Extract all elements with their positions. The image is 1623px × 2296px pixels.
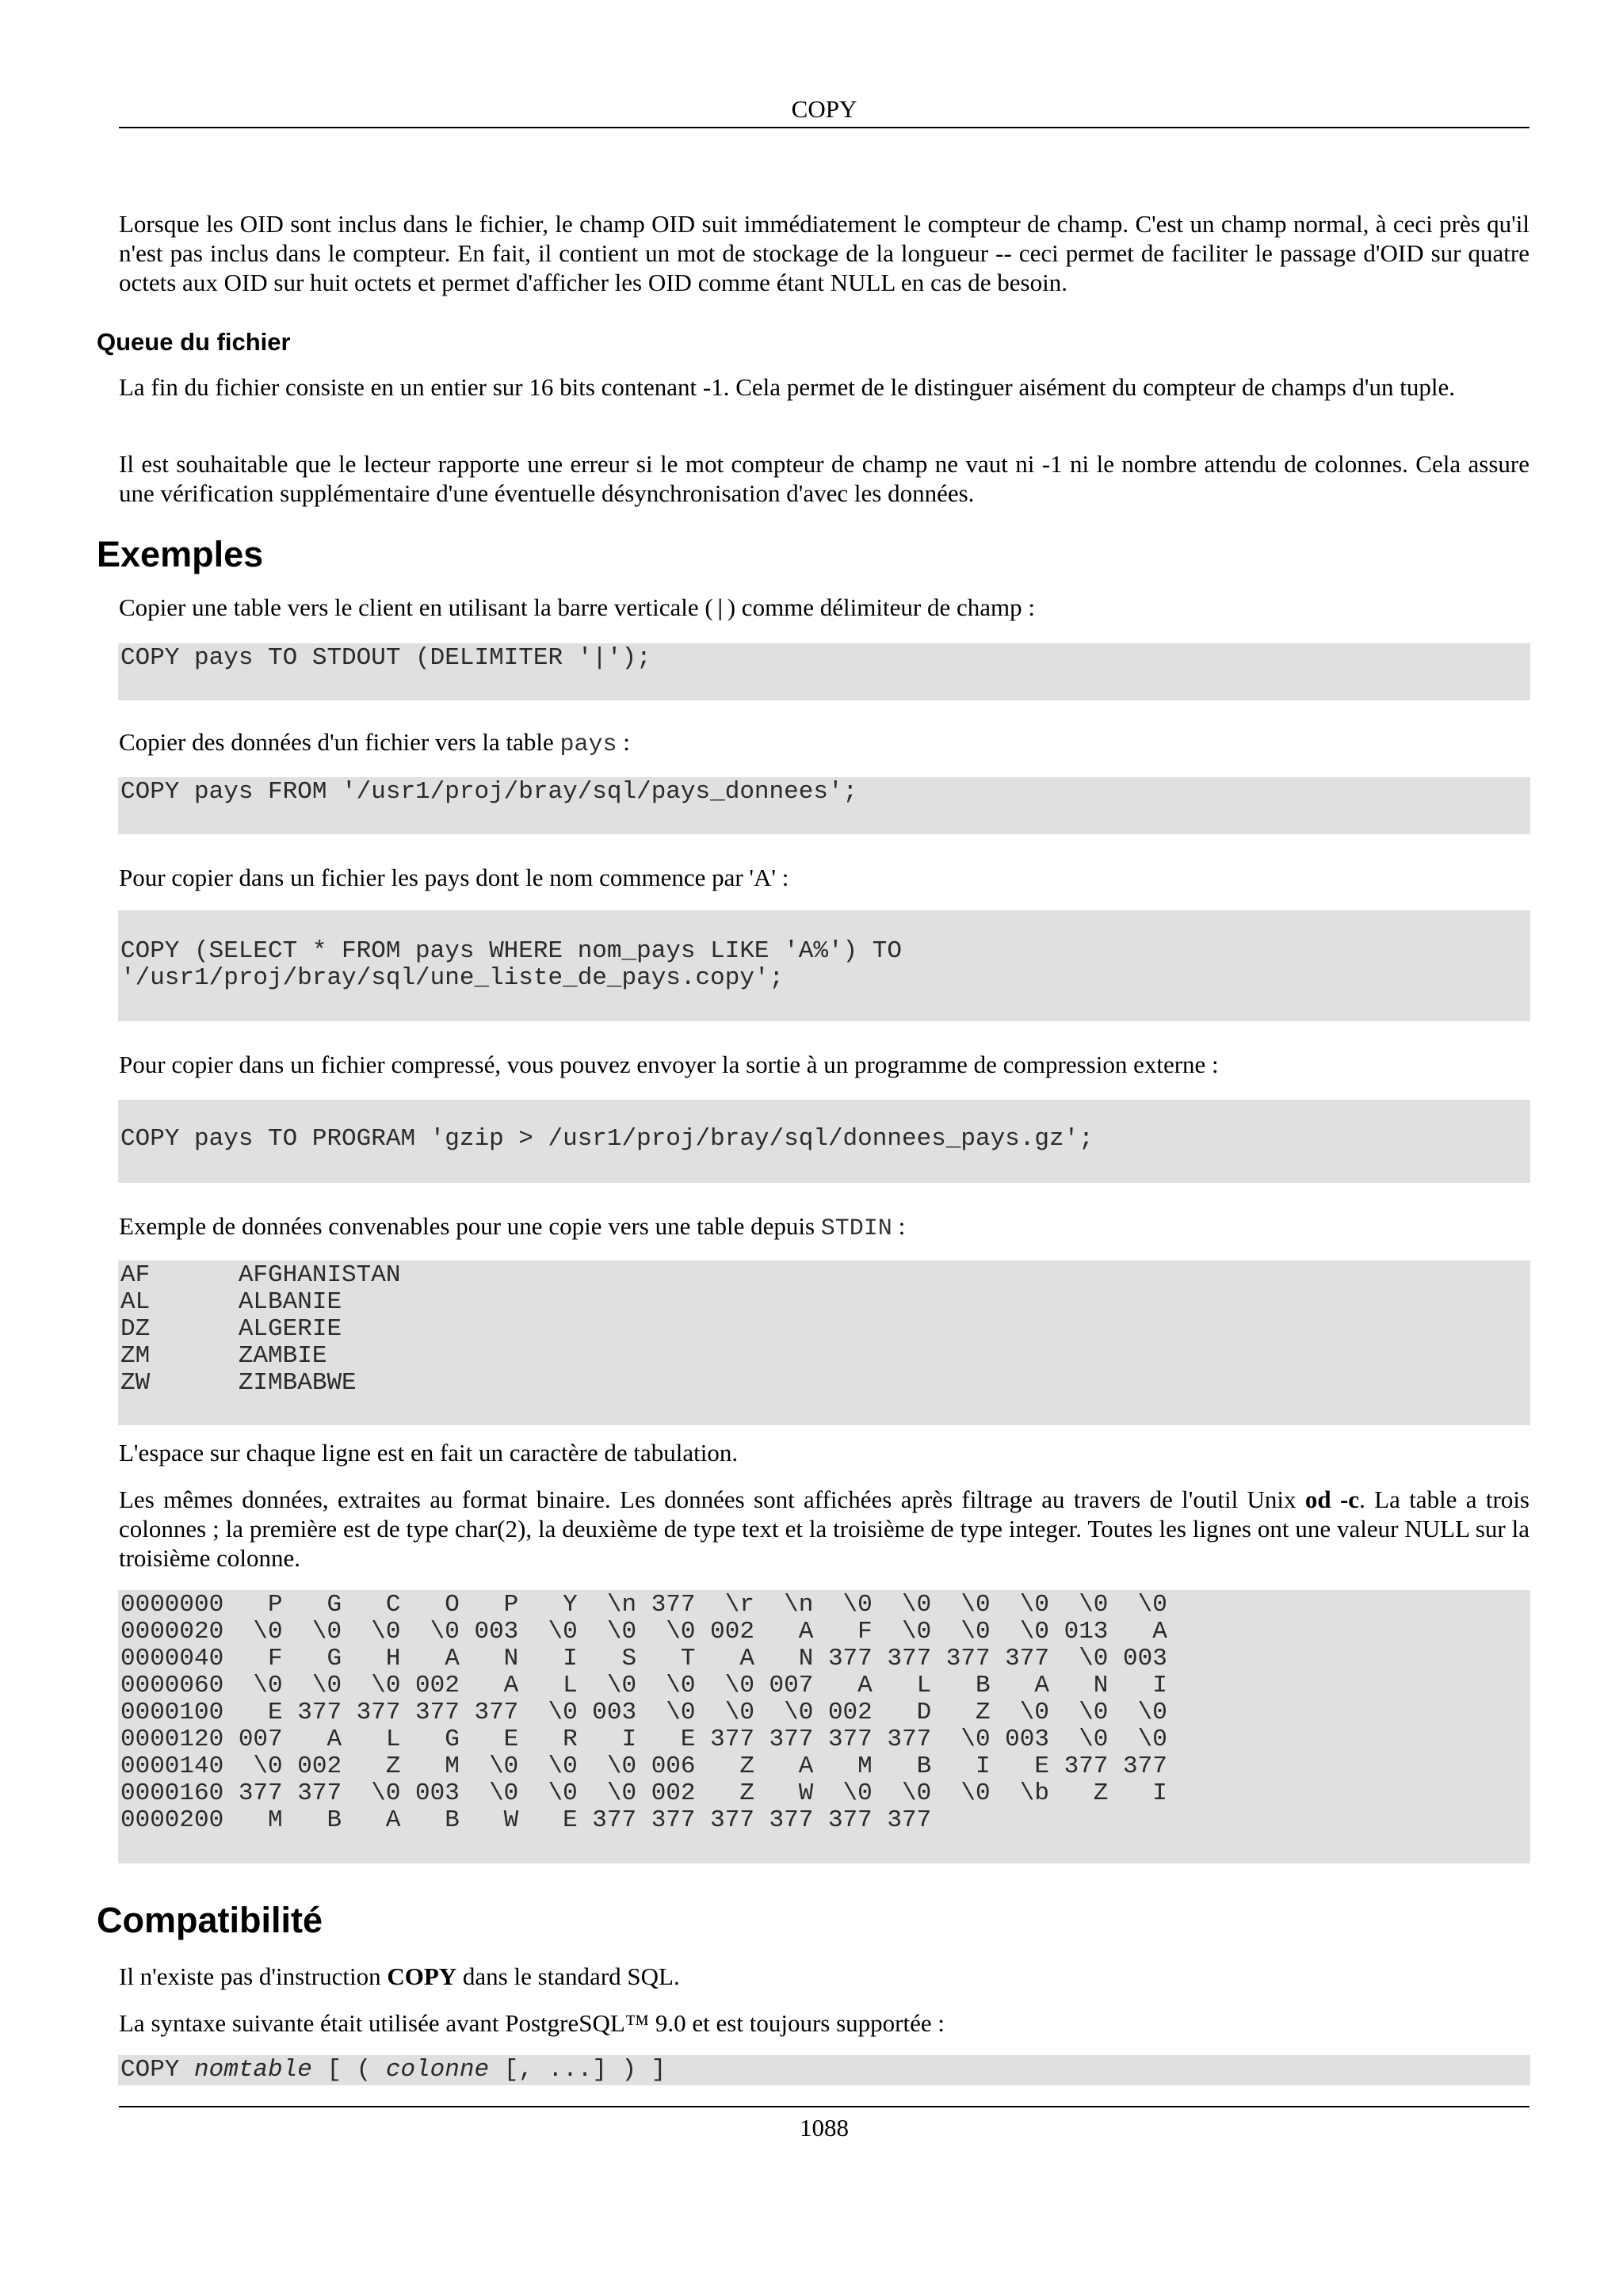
tab-note: L'espace sur chaque ligne est en fait un caractère de tabulation.	[119, 1439, 739, 1466]
example-2-text	[119, 727, 1529, 760]
example-2-code-box	[118, 777, 1530, 834]
example-1-text-after: ) comme délimiteur de champ :	[727, 593, 1035, 621]
footer-rule	[119, 2106, 1529, 2107]
compat-code-box	[118, 2055, 1530, 2085]
binary-dump-code: 0000000 P G C O P Y \n 377 \r \n \0 \0 \0 \0 \0 \0 0000020 \0 \0 \0 \0 003 \0 \0 \0 002 A F \0 \0 \0 013 A 0000040 F G H A N I S T A N 377 377 377 377 \0 003 0000060 \0 \0 \0 002 A L \0 \0 \0 007 A L B A N I 0000100 E 377 377 377 377 \0 003 \0 \0 \0 002 D Z \0 \0 \0 0000120 007 A L G E R I E 377 377 377 377 \0 003 \0 \0 0000140 \0 002 Z M \0 \0 \0 006 Z A M B I E 377 377 0000160 377 377 \0 003 \0 \0 \0 002 Z W \0 \0 \0 \b Z I 0000200 M B A B W E 377 377 377 377 377 377	[120, 1591, 1167, 1834]
binary-text-after: . La table a trois colonnes ; la première est de type char(2), la deuxième de type text et la troisième de type integer. Toutes les lignes ont une valeur NULL sur la troisième colonne.	[119, 1486, 1529, 1572]
example-4-code: COPY pays TO PROGRAM 'gzip > /usr1/proj/bray/sql/donnees_pays.gz';	[120, 1125, 1094, 1153]
trailer-paragraph-1: La fin du fichier consiste en un entier sur 16 bits contenant -1. Cela permet de le distinguer aisément du compteur de champs d'un tuple.	[119, 373, 1455, 401]
example-3-code-box	[118, 910, 1530, 1021]
example-5-text	[119, 1211, 1529, 1244]
example-5-code: AF AFGHANISTAN AL ALBANIE DZ ALGERIE ZM ZAMBIE ZW ZIMBABWE	[120, 1261, 401, 1397]
compat-p1-before: Il n'existe pas d'instruction	[119, 1962, 388, 1990]
stdin-inline: STDIN	[820, 1215, 892, 1242]
example-5-text-after: :	[892, 1212, 906, 1240]
binary-paragraph	[119, 1485, 1529, 1573]
example-2-text-after: :	[617, 728, 630, 756]
example-2-text-before: Copier des données d'un fichier vers la table	[119, 728, 560, 756]
example-1-text-before: Copier une table vers le client en utilisant la barre verticale (	[119, 593, 713, 621]
trailer-paragraph-2: Il est souhaitable que le lecteur rapporte une erreur si le mot compteur de champ ne vaut ni -1 ni le nombre attendu de colonnes. Cela assure une vérification supplémentaire d'une éventuelle désynchronisation d'avec les données.	[119, 450, 1529, 507]
pipe-delimiter-inline: |	[712, 597, 727, 624]
compat-syntax-code	[120, 2057, 666, 2084]
example-1-code-box	[118, 643, 1530, 700]
syntax-colonne: colonne	[385, 2056, 490, 2084]
example-5-code-box	[118, 1261, 1530, 1425]
header-rule	[119, 127, 1529, 128]
compat-p1-after: dans le standard SQL.	[456, 1962, 680, 1990]
syntax-end: [, ...] ) ]	[489, 2056, 666, 2084]
oid-paragraph: Lorsque les OID sont inclus dans le fichier, le champ OID suit immédiatement le compteur de champ. C'est un champ normal, à ceci près qu'il n'est pas inclus dans le compteur. En fait, il contient un mot de stockage de la longueur -- ceci permet de faciliter le passage d'OID sur quatre octets aux OID sur huit octets et permet d'afficher les OID comme étant NULL en cas de besoin.	[119, 210, 1529, 296]
copy-keyword: COPY	[387, 1962, 457, 1990]
example-1-code: COPY pays TO STDOUT (DELIMITER '|');	[120, 644, 651, 672]
syntax-copy: COPY	[120, 2056, 195, 2084]
syntax-mid: [ (	[311, 2056, 386, 2084]
example-1-text	[119, 593, 1529, 625]
trailer-heading: Queue du fichier	[97, 328, 291, 356]
pays-inline: pays	[559, 731, 617, 758]
example-3-text: Pour copier dans un fichier les pays dont le nom commence par 'A' :	[119, 864, 789, 891]
page-number: 1088	[800, 2114, 849, 2142]
example-4-code-box	[118, 1100, 1530, 1183]
example-3-code: COPY (SELECT * FROM pays WHERE nom_pays LIKE 'A%') TO '/usr1/proj/bray/sql/une_liste_de_pays.copy';	[120, 937, 902, 992]
compat-paragraph-2: La syntaxe suivante était utilisée avant PostgreSQL™ 9.0 et est toujours supportée :	[119, 2009, 945, 2037]
binary-dump-box	[118, 1590, 1530, 1863]
od-command: od -c	[1304, 1486, 1360, 1513]
compat-paragraph-1	[119, 1962, 1529, 1991]
examples-heading: Exemples	[97, 534, 264, 574]
example-4-text: Pour copier dans un fichier compressé, vous pouvez envoyer la sortie à un programme de compression externe :	[119, 1051, 1219, 1078]
compat-heading: Compatibilité	[97, 1900, 323, 1940]
binary-text-before: Les mêmes données, extraites au format binaire. Les données sont affichées après filtrage au travers de l'outil Unix	[119, 1486, 1305, 1513]
running-header: COPY	[791, 95, 857, 123]
example-2-code: COPY pays FROM '/usr1/proj/bray/sql/pays_donnees';	[120, 778, 858, 806]
syntax-nomtable: nomtable	[194, 2056, 312, 2084]
example-5-text-before: Exemple de données convenables pour une copie vers une table depuis	[119, 1212, 821, 1240]
